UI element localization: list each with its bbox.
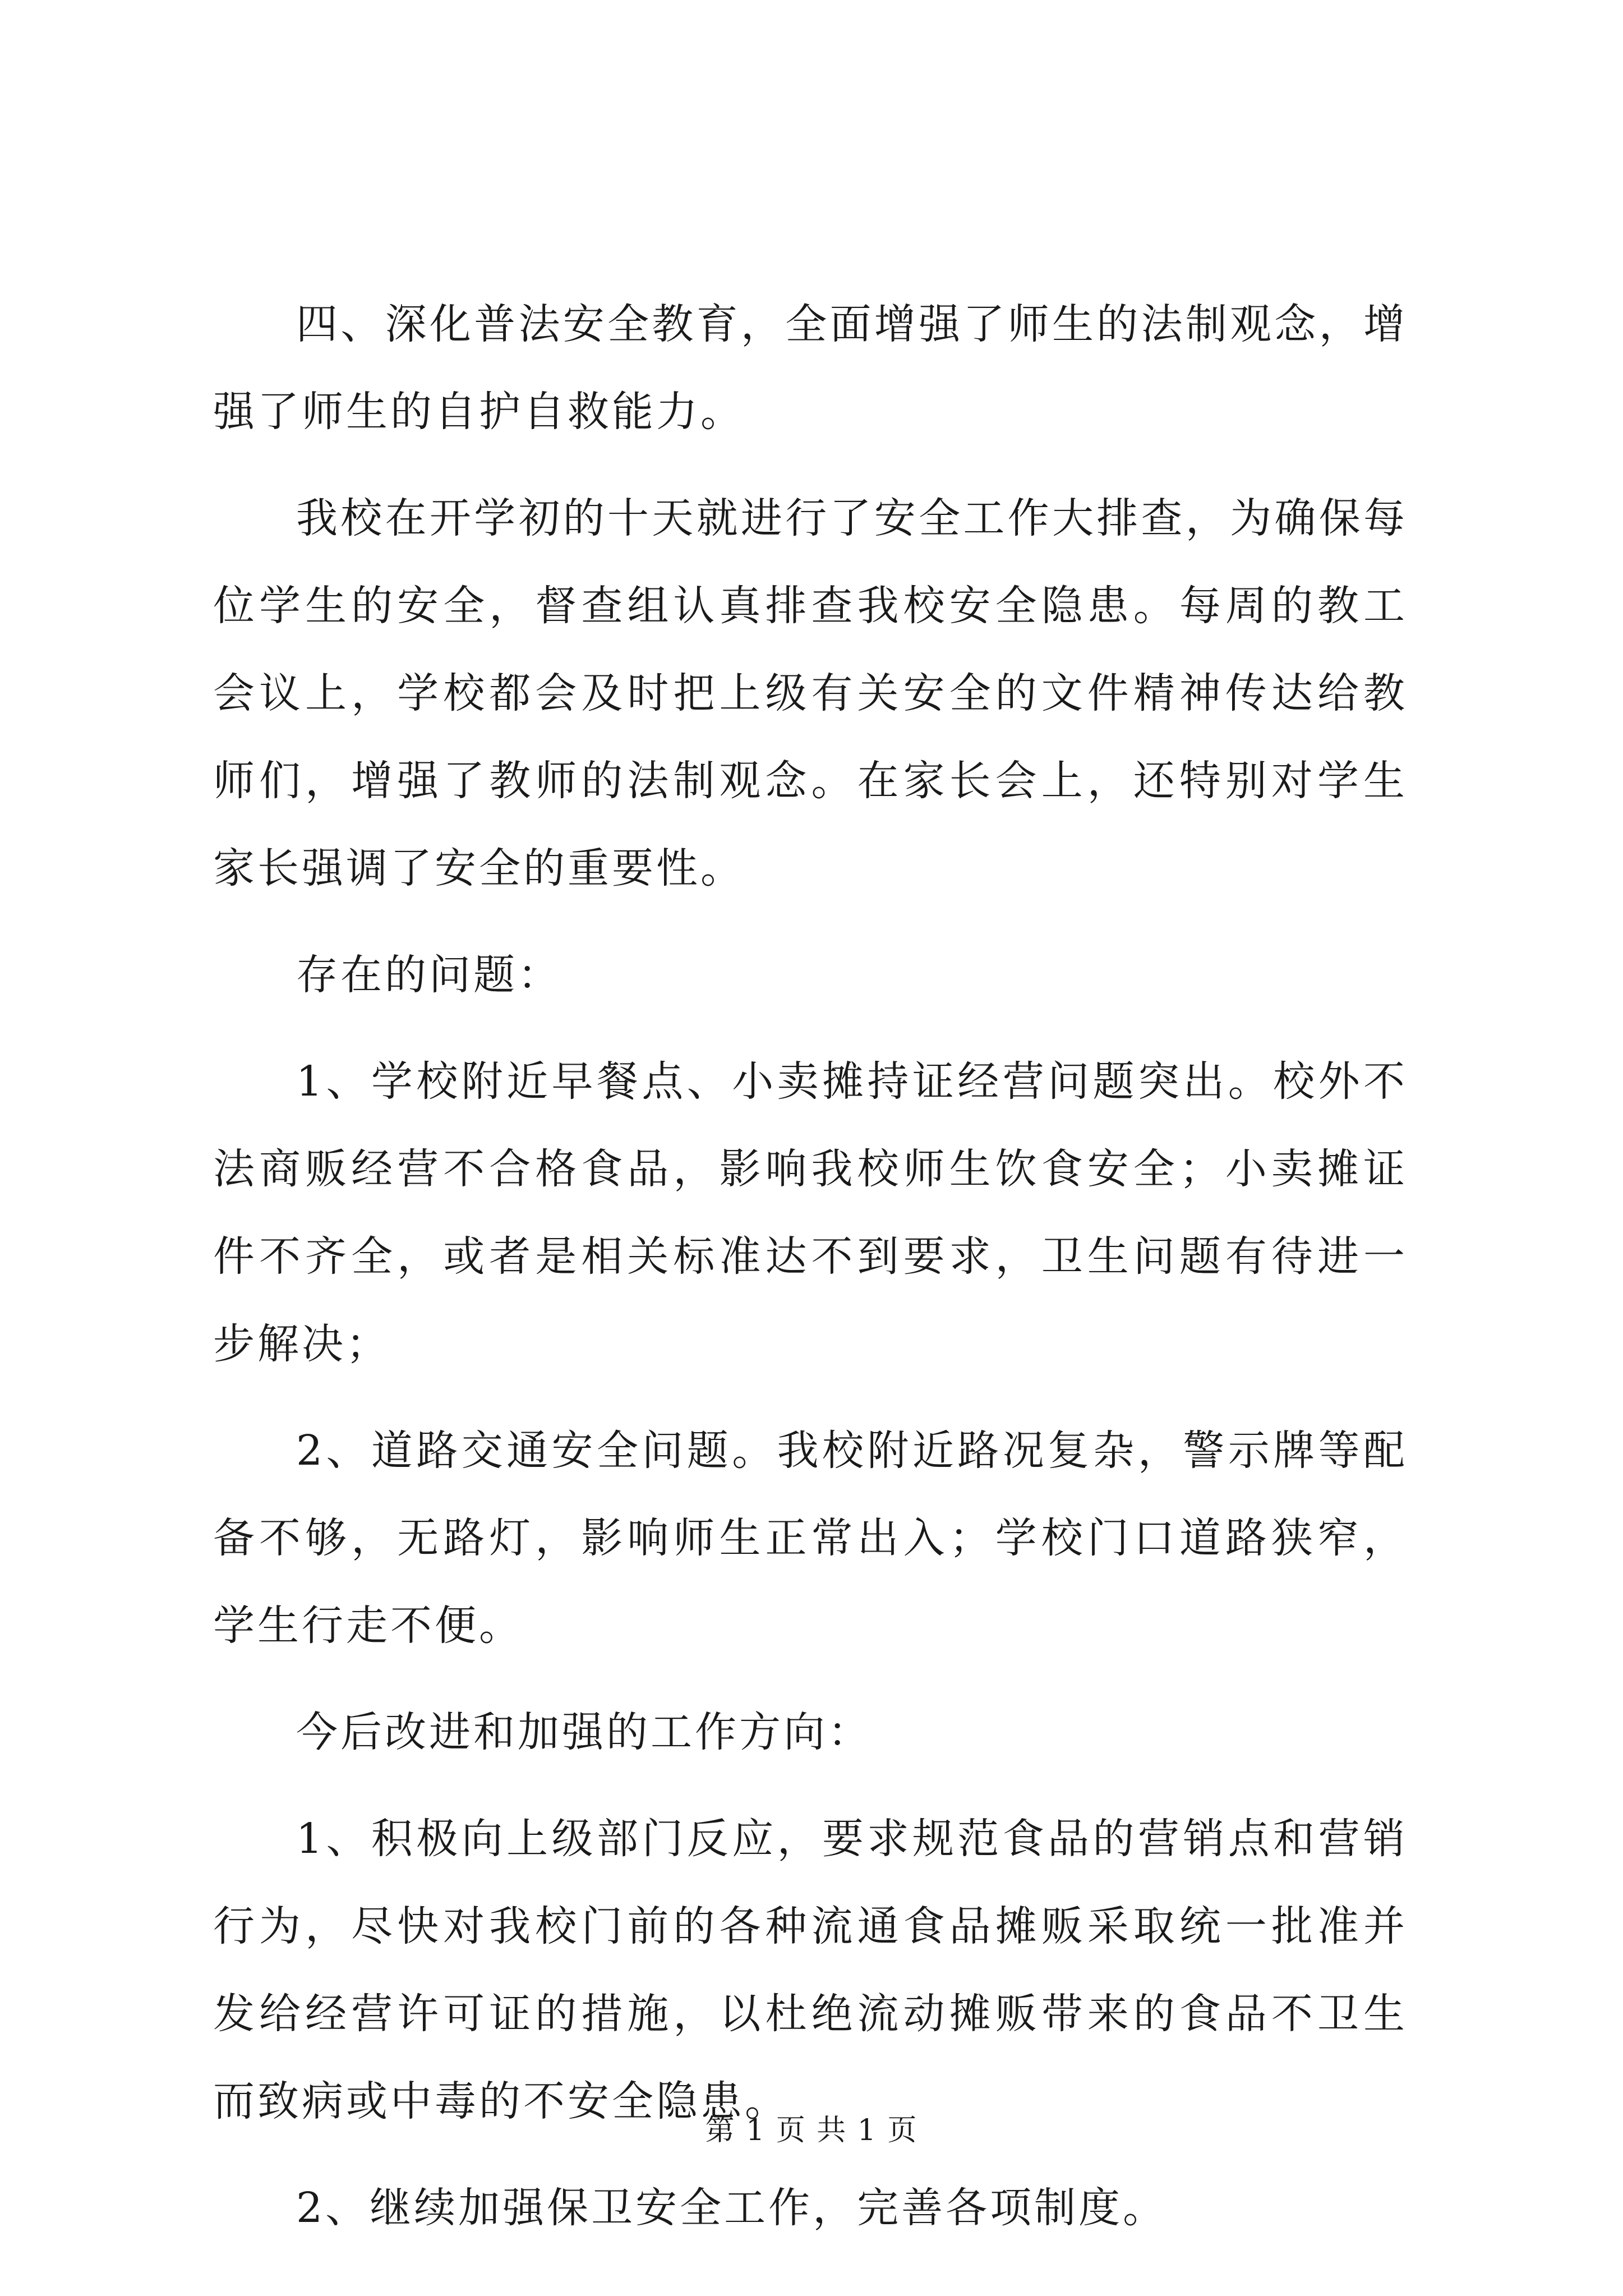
paragraph-problem-1: 1、学校附近早餐点、小卖摊持证经营问题突出。校外不法商贩经营不合格食品，影响我校师生饮食安全；小卖摊证件不齐全，或者是相关标准达不到要求，卫生问题有待进一步解决； xyxy=(213,1057,1408,1368)
paragraph-safety-inspection: 我校在开学初的十天就进行了安全工作大排查，为确保每位学生的安全，督查组认真排查我校安全隐患。每周的教工会议上，学校都会及时把上级有关安全的文件精神传达给教师们，增强了教师的法制观念。在家长会上，还特别对学生家长强调了安全的重要性。 xyxy=(213,494,1408,892)
paragraph-problem-2: 2、道路交通安全问题。我校附近路况复杂，警示牌等配备不够，无路灯，影响师生正常出入；学校门口道路狭窄，学生行走不便。 xyxy=(213,1427,1408,1650)
paragraph-improvement-1: 1、积极向上级部门反应，要求规范食品的营销点和营销行为，尽快对我校门前的各种流通食品摊贩采取统一批准并发给经营许可证的措施，以杜绝流动摊贩带来的食品不卫生而致病或中毒的不安全隐患。 xyxy=(213,1815,1408,2125)
heading-improvement-direction: 今后改进和加强的工作方向： xyxy=(296,1708,872,1756)
paragraph-section-four: 四、深化普法安全教育，全面增强了师生的法制观念，增强了师生的自护自救能力。 xyxy=(213,300,1408,436)
page-footer: 第 1 页 共 1 页 xyxy=(705,2114,918,2147)
document-body xyxy=(213,280,1408,2271)
heading-existing-problems: 存在的问题： xyxy=(296,951,562,999)
paragraph-improvement-2: 2、继续加强保卫安全工作，完善各项制度。 xyxy=(296,2184,1168,2232)
